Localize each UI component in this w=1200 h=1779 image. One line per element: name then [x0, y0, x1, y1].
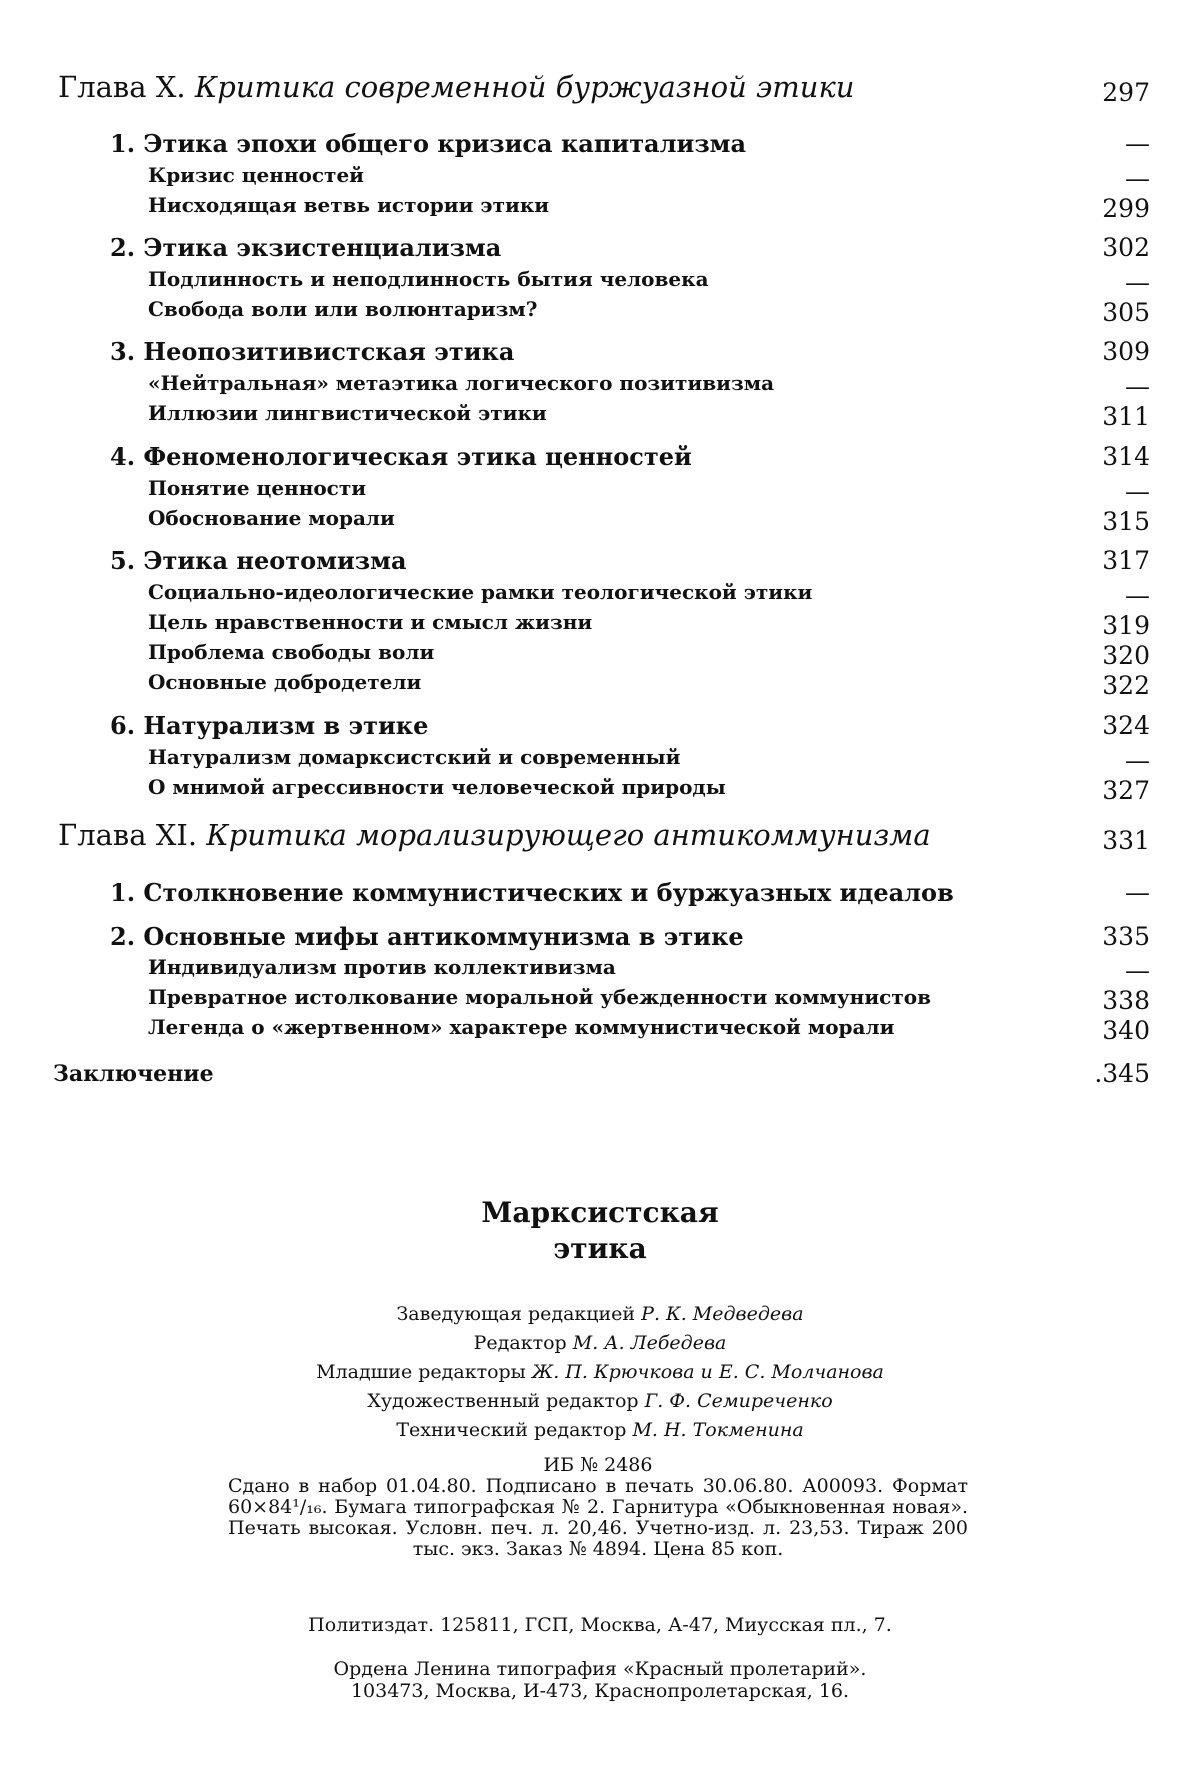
toc-page-number: 311	[1102, 402, 1150, 431]
toc-entry-sub	[0, 471, 1200, 505]
toc-entry-title: О мнимой агрессивности человеческой природы	[148, 775, 726, 799]
toc-entry-title: 4. Феноменологическая этика ценностей	[110, 442, 692, 471]
toc-entry-sub	[0, 575, 1200, 609]
toc-entry-section	[0, 920, 1200, 954]
chapter-title: Критика современной буржуазной этики	[194, 70, 855, 104]
toc-entry-title: Индивидуализм против коллективизма	[148, 955, 616, 979]
toc-entry-title: «Нейтральная» метаэтика логического позитивизма	[148, 371, 775, 395]
toc-entry-title	[58, 70, 854, 104]
toc-page-number: —	[1125, 477, 1150, 506]
toc-page-number: 338	[1102, 986, 1150, 1015]
toc-entry-title: Цель нравственности и смысл жизни	[148, 610, 593, 634]
toc-page-number: —	[1125, 746, 1150, 775]
toc-page-number: 299	[1102, 194, 1150, 223]
toc-entry-sub	[0, 366, 1200, 400]
book-title	[0, 1195, 1200, 1267]
toc-entry-title: Натурализм домарксистский и современный	[148, 745, 681, 769]
toc-entry-title: 3. Неопозитивистская этика	[110, 337, 515, 366]
toc-page-number: —	[1125, 956, 1150, 985]
toc-page-number: —	[1125, 164, 1150, 193]
toc-page-number: 315	[1102, 507, 1150, 536]
toc-entry-chapter	[0, 70, 1200, 107]
toc-entry-sub	[0, 770, 1200, 804]
toc-page-number: 327	[1102, 776, 1150, 805]
staff-line: Технический редактор М. Н. Токменина	[396, 1419, 804, 1441]
toc-page-number: 302	[1102, 233, 1150, 262]
toc-page-number: .345	[1094, 1059, 1150, 1088]
toc-entry-sub	[0, 950, 1200, 984]
print-details	[228, 1455, 968, 1560]
print-specs: Сдано в набор 01.04.80. Подписано в печать 30.06.80. А00093. Формат 60×84¹/₁₆. Бумага типографская № 2. Гарнитура «Обыкновенная новая». Печать высокая. Условн. печ. л. 20,46. Учетно-изд. л. 23,53. Тираж 200 тыс. экз. Заказ № 4894. Цена 85 коп.	[228, 1475, 968, 1560]
toc-entry-sub	[0, 605, 1200, 639]
printer-address: 103473, Москва, И-473, Краснопролетарская, 16.	[350, 1680, 850, 1702]
toc-entry-final	[0, 1057, 1200, 1091]
toc-entry-title: Кризис ценностей	[148, 163, 364, 187]
toc-entry-title: Социально-идеологические рамки теологической этики	[148, 580, 813, 604]
toc-entry-sub	[0, 635, 1200, 669]
toc-entry-title: 1. Столкновение коммунистических и буржуазных идеалов	[110, 878, 954, 907]
toc-entry-sub	[0, 262, 1200, 296]
staff-line: Художественный редактор Г. Ф. Семиреченко	[367, 1390, 833, 1412]
toc-page-number: 340	[1102, 1016, 1150, 1045]
toc-entry-section	[0, 231, 1200, 265]
toc-entry-sub	[0, 501, 1200, 535]
toc-entry-section	[0, 709, 1200, 743]
ib-number: ИБ № 2486	[543, 1454, 653, 1476]
toc-page-number: 335	[1102, 922, 1150, 951]
book-title-line-1: Марксистская	[481, 1196, 719, 1229]
toc-entry-sub	[0, 292, 1200, 326]
toc-entry-sub	[0, 980, 1200, 1014]
toc-entry-title: 5. Этика неотомизма	[110, 546, 407, 575]
editorial-staff	[0, 1300, 1200, 1445]
printer-name: Ордена Ленина типография «Красный пролетарий».	[333, 1658, 867, 1680]
toc-entry-title: Заключение	[53, 1061, 214, 1087]
toc-entry-section	[0, 876, 1200, 910]
toc-entry-chapter	[0, 818, 1200, 855]
toc-entry-title: Превратное истолкование моральной убежденности коммунистов	[148, 985, 931, 1009]
toc-entry-section	[0, 440, 1200, 474]
toc-entry-section	[0, 127, 1200, 161]
toc-page-number: 305	[1102, 298, 1150, 327]
toc-page-number: 314	[1102, 442, 1150, 471]
toc-page-number: —	[1125, 268, 1150, 297]
staff-line: Редактор М. А. Лебедева	[473, 1332, 727, 1354]
toc-page-number: 320	[1102, 641, 1150, 670]
toc-entry-section	[0, 335, 1200, 369]
toc-entry-title: 2. Основные мифы антикоммунизма в этике	[110, 922, 744, 951]
toc-entry-title: Понятие ценности	[148, 476, 367, 500]
toc-entry-section	[0, 544, 1200, 578]
toc-page-number: —	[1125, 878, 1150, 907]
toc-page-number: 297	[1102, 78, 1150, 107]
toc-page-number: —	[1125, 372, 1150, 401]
toc-entry-title: Обоснование морали	[148, 506, 395, 530]
toc-page-number: 322	[1102, 671, 1150, 700]
toc-entry-title: Легенда о «жертвенном» характере коммунистической морали	[148, 1015, 895, 1039]
toc-entry-title: 1. Этика эпохи общего кризиса капитализма	[110, 129, 747, 158]
toc-entry-title: 2. Этика экзистенциализма	[110, 233, 502, 262]
staff-line: Заведующая редакцией Р. К. Медведева	[396, 1303, 804, 1325]
publisher-address: Политиздат. 125811, ГСП, Москва, А-47, Миусская пл., 7.	[308, 1614, 892, 1636]
toc-page-number: 331	[1102, 826, 1150, 855]
toc-page-number: 319	[1102, 611, 1150, 640]
toc-entry-title: 6. Натурализм в этике	[110, 711, 429, 740]
toc-entry-title	[58, 818, 931, 852]
toc-page-number: —	[1125, 129, 1150, 158]
toc-page-number: 317	[1102, 546, 1150, 575]
toc-entry-sub	[0, 158, 1200, 192]
toc-entry-title: Иллюзии лингвистической этики	[148, 401, 547, 425]
toc-entry-title: Основные добродетели	[148, 670, 422, 694]
chapter-label: Глава X.	[58, 70, 186, 104]
toc-entry-title: Подлинность и неподлинность бытия человека	[148, 267, 709, 291]
toc-entry-title: Нисходящая ветвь истории этики	[148, 193, 550, 217]
toc-page-number: 324	[1102, 711, 1150, 740]
toc-entry-title: Проблема свободы воли	[148, 640, 435, 664]
toc-entry-sub	[0, 740, 1200, 774]
toc-entry-sub	[0, 665, 1200, 699]
toc-entry-sub	[0, 188, 1200, 222]
toc-page-number: —	[1125, 581, 1150, 610]
toc-entry-sub	[0, 396, 1200, 430]
toc-entry-title: Свобода воли или волюнтаризм?	[148, 297, 538, 321]
toc-page-number: 309	[1102, 337, 1150, 366]
book-title-line-2: этика	[553, 1232, 647, 1265]
chapter-label: Глава XI.	[58, 818, 198, 852]
staff-line: Младшие редакторы Ж. П. Крючкова и Е. С. Молчанова	[316, 1361, 884, 1383]
chapter-title: Критика морализирующего антикоммунизма	[206, 818, 931, 852]
toc-entry-sub	[0, 1010, 1200, 1044]
